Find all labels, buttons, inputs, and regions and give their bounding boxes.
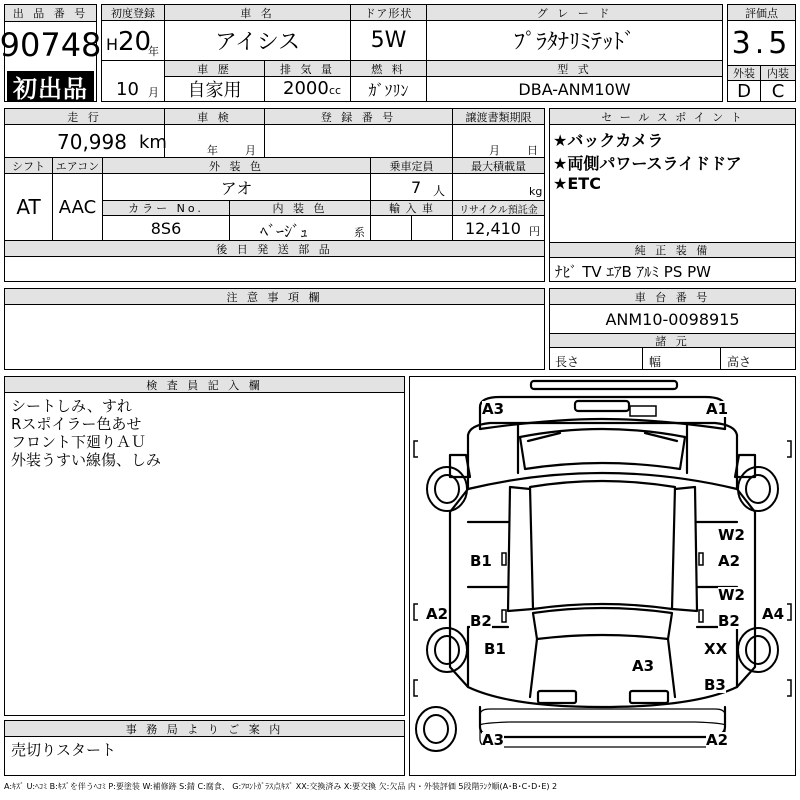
sales-point-item: ★ETC (553, 174, 601, 193)
damage-mark: A2 (718, 552, 741, 570)
first-reg-header: 初度登録 (102, 5, 165, 21)
grade-header: グ レ ー ド (427, 5, 722, 21)
registration-cell (265, 125, 453, 158)
later-parts-cell (5, 257, 544, 281)
transfer-day-unit: 日 (527, 144, 538, 157)
score-header: 評価点 (728, 5, 795, 21)
recycle-cell (453, 216, 544, 241)
notes-header: 注 意 事 項 欄 (5, 289, 544, 305)
chassis-header: 車 台 番 号 (550, 289, 795, 305)
inspection-year-unit: 年 (207, 144, 218, 157)
ext-score-value: D (728, 81, 761, 101)
max-load-unit: kg (529, 185, 543, 198)
damage-mark: A3 (632, 657, 655, 675)
displacement-cell (265, 77, 351, 101)
damage-mark: B2 (470, 612, 492, 630)
history-header: 車 歴 (165, 61, 265, 77)
spec-width (643, 348, 721, 369)
era-label: H (106, 35, 119, 54)
spec-length (550, 348, 643, 369)
recycle-header: リサイクル預託金 (453, 201, 544, 216)
shift-header: シフト (5, 158, 53, 174)
max-load-header: 最大積載量 (453, 158, 544, 174)
spec-height (721, 348, 795, 369)
blank-under-firstreg (102, 61, 165, 77)
chassis-box (549, 288, 796, 370)
history-value: 自家用 (165, 77, 265, 101)
damage-mark: B1 (470, 552, 492, 570)
sales-point-item: ★バックカメラ (553, 131, 664, 150)
later-parts-header: 後 日 発 送 部 品 (5, 241, 544, 257)
recycle-unit: 円 (529, 225, 540, 238)
legend-text: A:ｷｽﾞ U:ﾍｺﾐ B:ｷｽﾞを伴うﾍｺﾐ P:要塗装 W:補修跡 S:錆 C:腐食、 G:ﾌﾛﾝﾄｶﾞﾗｽ点ｷｽﾞ XX:交換済み X:要交換 欠:欠品 内・外装評価 5段階ﾗﾝｸ順(A･B･C･D･E) 2 (4, 782, 558, 791)
inspection-cell (165, 125, 265, 158)
spec-height-label: 高さ (727, 355, 752, 369)
first-reg-month-cell (102, 77, 165, 101)
displacement-unit: cc (329, 84, 342, 97)
damage-mark: A3 (482, 731, 505, 749)
aircon-value: AAC (53, 174, 103, 241)
mileage-value: 70,998 (57, 130, 127, 154)
score-box (727, 4, 796, 102)
inspector-line: フロント下廻りＡＵ (11, 433, 147, 451)
capacity-unit: 人 (433, 184, 446, 198)
inspector-line: 外装うすい線傷、しみ (11, 451, 162, 469)
chassis-value: ANM10-0098915 (605, 310, 740, 329)
ext-score-header: 外装 (728, 65, 761, 81)
displacement-header: 排 気 量 (265, 61, 351, 77)
office-box (4, 720, 405, 776)
car-outline-diagram (410, 377, 795, 775)
month-unit: 月 (148, 86, 159, 99)
sales-points-box (549, 108, 796, 282)
model-value: DBA-ANM10W (518, 79, 631, 99)
max-load-cell (453, 174, 544, 201)
damage-mark: A1 (706, 400, 729, 418)
car-name-header: 車 名 (165, 5, 351, 21)
first-reg-year: 20 (118, 27, 152, 57)
capacity-value: 7 (411, 178, 422, 197)
equipment-value: ﾅﾋﾞ TV ｴｱB ｱﾙﾐ PS PW (555, 263, 711, 281)
int-score-header: 内装 (761, 65, 795, 81)
office-value: 売切りスタート (11, 741, 117, 759)
shift-value: AT (5, 174, 53, 241)
office-header: 事 務 局 よ り ご 案 内 (5, 721, 404, 737)
sales-points-header: セ ー ル ス ポ イ ン ト (550, 109, 795, 125)
mileage-cell (5, 125, 165, 158)
inspector-header: 検 査 員 記 入 欄 (5, 377, 404, 393)
lot-number-value: 90748 (0, 26, 102, 64)
damage-mark: B3 (704, 676, 726, 694)
inspection-header: 車 検 (165, 109, 265, 125)
spec-width-label: 幅 (649, 355, 662, 369)
lot-number-box (0, 4, 102, 103)
recycle-value: 12,410 (465, 219, 521, 238)
damage-mark: A3 (482, 400, 505, 418)
interior-color-unit: 系 (354, 226, 365, 239)
damage-mark: B2 (718, 612, 740, 630)
aircon-header: エアコン (53, 158, 103, 174)
score-value: 3.5 (731, 25, 792, 61)
inspector-line: シートしみ、すれ (11, 397, 132, 415)
door-shape-value: 5W (351, 21, 427, 61)
mileage-unit: km (139, 132, 167, 153)
damage-mark: A4 (762, 605, 785, 623)
damage-mark: A2 (426, 605, 449, 623)
color-no-header: カラー No. (103, 201, 230, 216)
registration-header: 登 録 番 号 (265, 109, 453, 125)
interior-color-header: 内 装 色 (230, 201, 371, 216)
equipment-header: 純 正 装 備 (550, 242, 795, 258)
car-name-value: アイシス (165, 21, 351, 61)
damage-diagram (409, 376, 796, 776)
interior-color-cell (230, 216, 371, 241)
damage-mark: XX (704, 640, 728, 658)
inspector-box (4, 376, 405, 716)
capacity-cell (371, 174, 453, 201)
damage-mark: B1 (484, 640, 506, 658)
damage-mark: W2 (718, 526, 745, 544)
interior-color-value: ﾍﾞｰｼﾞｭ (260, 222, 309, 241)
first-reg-month: 10 (116, 79, 139, 100)
int-score-value: C (771, 80, 785, 102)
transfer-deadline-cell (453, 125, 544, 158)
specs-header: 諸 元 (550, 333, 795, 348)
exterior-color-header: 外 装 色 (103, 158, 371, 174)
exterior-color-value: アオ (103, 174, 371, 201)
fuel-header: 燃 料 (351, 61, 427, 77)
mileage-header: 走 行 (5, 109, 165, 125)
displacement-value: 2000 (283, 78, 329, 99)
first-reg-cell (102, 21, 165, 61)
import-cell-b (412, 216, 453, 241)
sales-point-item: ★両側パワースライドドア (553, 154, 742, 173)
inspection-month-unit: 月 (245, 144, 256, 157)
first-listing-badge: 初出品 (7, 71, 94, 101)
import-header: 輸 入 車 (371, 201, 453, 216)
grade-value: ﾌﾟﾗﾀﾅﾘﾐﾃｯﾄﾞ (427, 21, 722, 61)
inspector-line: Rスポイラー色あせ (11, 415, 142, 433)
transfer-deadline-header: 譲渡書類期限 (453, 109, 544, 125)
fuel-value: ｶﾞｿﾘﾝ (351, 77, 427, 101)
year-unit: 年 (148, 45, 159, 58)
notes-box (4, 288, 545, 370)
model-header: 型 式 (427, 61, 722, 77)
door-shape-header: ドア形状 (351, 5, 427, 21)
spec-length-label: 長さ (555, 355, 580, 369)
lot-number-header: 出 品 番 号 (5, 5, 96, 22)
color-no-value: 8S6 (103, 216, 230, 241)
damage-mark: W2 (718, 586, 745, 604)
damage-mark: A2 (706, 731, 729, 749)
import-cell-a (371, 216, 412, 241)
capacity-header: 乗車定員 (371, 158, 453, 174)
transfer-month-unit: 月 (489, 144, 500, 157)
